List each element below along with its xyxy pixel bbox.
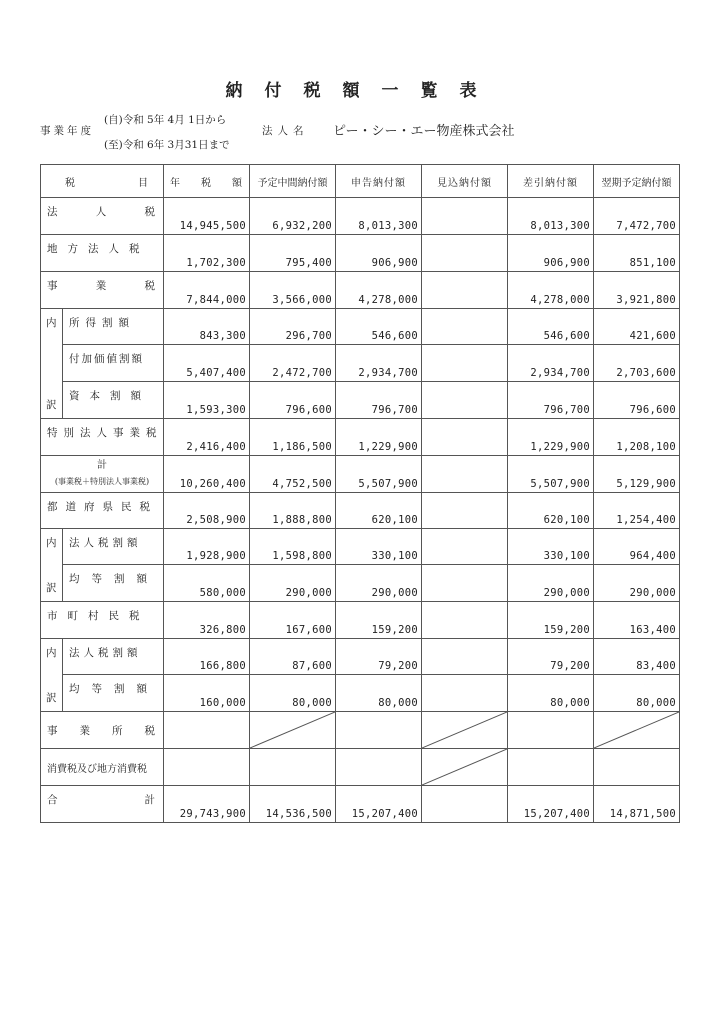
table-row bbox=[41, 456, 680, 493]
cell-value: 580,000 bbox=[164, 565, 250, 602]
cell-empty bbox=[594, 749, 680, 786]
cell-value: 166,800 bbox=[164, 639, 250, 675]
cell-value: 330,100 bbox=[336, 529, 422, 565]
corporation-label: 法人名 bbox=[262, 125, 309, 137]
cell-value: 290,000 bbox=[250, 565, 336, 602]
cell-value: 290,000 bbox=[336, 565, 422, 602]
cell-value bbox=[422, 675, 508, 712]
cell-not-applicable bbox=[422, 712, 508, 749]
table-row bbox=[41, 419, 680, 456]
cell-value: 3,566,000 bbox=[250, 272, 336, 309]
cell-value: 330,100 bbox=[508, 529, 594, 565]
cell-value: 159,200 bbox=[336, 602, 422, 639]
cell-value: 2,416,400 bbox=[164, 419, 250, 456]
page-title: 納付税額一覧表 bbox=[225, 81, 499, 101]
uchiwake-top: 内 bbox=[46, 317, 57, 329]
cell-value bbox=[422, 272, 508, 309]
cell-value: 7,844,000 bbox=[164, 272, 250, 309]
cell-value: 1,593,300 bbox=[164, 382, 250, 419]
cell-empty bbox=[508, 712, 594, 749]
col-header-interim: 予定中間納付額 bbox=[250, 165, 336, 198]
row-sublabel: (事業税＋特別法人事業税) bbox=[54, 477, 150, 486]
cell-value: 796,600 bbox=[250, 382, 336, 419]
table-row bbox=[41, 235, 680, 272]
cell-empty bbox=[336, 749, 422, 786]
table-row bbox=[41, 529, 680, 565]
row-label: 法人税割額 bbox=[69, 537, 142, 549]
cell-value: 87,600 bbox=[250, 639, 336, 675]
col-header-declared: 申告納付額 bbox=[336, 165, 422, 198]
cell-value bbox=[422, 198, 508, 235]
cell-value bbox=[422, 493, 508, 529]
cell-value: 1,229,900 bbox=[336, 419, 422, 456]
table-row bbox=[41, 675, 680, 712]
cell-not-applicable bbox=[422, 749, 508, 786]
col-header-next: 翌期予定納付額 bbox=[594, 165, 680, 198]
table-row: 事 業 税 7,844,000 3,566,000 4,278,000 4,278,000 3,921,800 bbox=[41, 272, 680, 309]
cell-value: 290,000 bbox=[594, 565, 680, 602]
row-label: 特別法人事業税 bbox=[47, 427, 163, 439]
cell-value bbox=[422, 529, 508, 565]
cell-value bbox=[422, 456, 508, 493]
cell-value: 620,100 bbox=[508, 493, 594, 529]
cell-value: 2,472,700 bbox=[250, 345, 336, 382]
cell-value: 906,900 bbox=[508, 235, 594, 272]
cell-value: 15,207,400 bbox=[508, 786, 594, 823]
cell-empty bbox=[164, 712, 250, 749]
cell-value: 796,600 bbox=[594, 382, 680, 419]
header-row bbox=[41, 165, 680, 198]
uchiwake-bottom: 訳 bbox=[46, 399, 57, 411]
cell-value bbox=[422, 345, 508, 382]
row-label: 均等割額 bbox=[69, 683, 159, 695]
corporation-name: ピー・シー・エー物産株式会社 bbox=[333, 124, 515, 139]
table-row: 事 業 所 税 bbox=[41, 712, 680, 749]
cell-value: 851,100 bbox=[594, 235, 680, 272]
cell-value: 546,600 bbox=[508, 309, 594, 345]
cell-value: 290,000 bbox=[508, 565, 594, 602]
diagonal-slash bbox=[594, 712, 679, 748]
cell-value: 14,945,500 bbox=[164, 198, 250, 235]
cell-value: 1,598,800 bbox=[250, 529, 336, 565]
cell-value: 160,000 bbox=[164, 675, 250, 712]
cell-value: 2,934,700 bbox=[508, 345, 594, 382]
fiscal-year-label: 事業年度 bbox=[40, 125, 94, 137]
cell-not-applicable bbox=[250, 712, 336, 749]
cell-value bbox=[422, 602, 508, 639]
cell-value: 1,229,900 bbox=[508, 419, 594, 456]
cell-value: 1,208,100 bbox=[594, 419, 680, 456]
cell-value: 8,013,300 bbox=[508, 198, 594, 235]
cell-value: 1,702,300 bbox=[164, 235, 250, 272]
cell-value: 1,254,400 bbox=[594, 493, 680, 529]
cell-value: 2,508,900 bbox=[164, 493, 250, 529]
cell-value bbox=[422, 309, 508, 345]
diagonal-slash bbox=[422, 712, 507, 748]
row-label: 都道府県民税 bbox=[47, 501, 158, 513]
period-to: (至)令和 6年 3月31日まで bbox=[104, 139, 230, 151]
cell-value: 15,207,400 bbox=[336, 786, 422, 823]
cell-value bbox=[422, 639, 508, 675]
uchiwake-top: 内 bbox=[46, 647, 57, 659]
col-header-balance: 差引納付額 bbox=[508, 165, 594, 198]
cell-value: 5,407,400 bbox=[164, 345, 250, 382]
cell-value: 8,013,300 bbox=[336, 198, 422, 235]
col-header-annual: 年 税 額 bbox=[164, 165, 250, 198]
cell-value: 7,472,700 bbox=[594, 198, 680, 235]
table-row bbox=[41, 345, 680, 382]
col-header-item: 税 目 bbox=[41, 165, 164, 198]
diagonal-slash bbox=[250, 712, 335, 748]
cell-value: 80,000 bbox=[336, 675, 422, 712]
cell-value: 79,200 bbox=[508, 639, 594, 675]
table-row bbox=[41, 749, 680, 786]
cell-value: 620,100 bbox=[336, 493, 422, 529]
cell-value: 296,700 bbox=[250, 309, 336, 345]
cell-value: 80,000 bbox=[594, 675, 680, 712]
table-row bbox=[41, 382, 680, 419]
cell-value: 29,743,900 bbox=[164, 786, 250, 823]
table-row: 合 計 29,743,900 14,536,500 15,207,400 15,207,400 14,871,500 bbox=[41, 786, 680, 823]
cell-value bbox=[422, 419, 508, 456]
cell-value bbox=[422, 565, 508, 602]
cell-value: 796,700 bbox=[508, 382, 594, 419]
cell-value: 4,278,000 bbox=[508, 272, 594, 309]
cell-value: 546,600 bbox=[336, 309, 422, 345]
uchiwake-bottom: 訳 bbox=[46, 582, 57, 594]
cell-value: 83,400 bbox=[594, 639, 680, 675]
row-label: 資本割額 bbox=[69, 390, 151, 402]
cell-value: 843,300 bbox=[164, 309, 250, 345]
row-label: 法人税割額 bbox=[69, 647, 142, 659]
cell-value: 3,921,800 bbox=[594, 272, 680, 309]
cell-value: 14,536,500 bbox=[250, 786, 336, 823]
cell-value: 421,600 bbox=[594, 309, 680, 345]
cell-value: 5,507,900 bbox=[508, 456, 594, 493]
cell-value: 2,934,700 bbox=[336, 345, 422, 382]
table-row bbox=[41, 309, 680, 345]
cell-value: 796,700 bbox=[336, 382, 422, 419]
cell-value: 964,400 bbox=[594, 529, 680, 565]
col-header-estimated: 見込納付額 bbox=[422, 165, 508, 198]
table-row: 法 人 税 14,945,500 6,932,200 8,013,300 8,013,300 7,472,700 bbox=[41, 198, 680, 235]
cell-value bbox=[422, 786, 508, 823]
cell-value: 795,400 bbox=[250, 235, 336, 272]
table-row bbox=[41, 565, 680, 602]
cell-value: 80,000 bbox=[250, 675, 336, 712]
row-label: 市町村民税 bbox=[47, 610, 150, 622]
cell-empty bbox=[250, 749, 336, 786]
cell-value: 163,400 bbox=[594, 602, 680, 639]
cell-value: 80,000 bbox=[508, 675, 594, 712]
cell-value: 5,507,900 bbox=[336, 456, 422, 493]
cell-empty bbox=[336, 712, 422, 749]
cell-value: 1,186,500 bbox=[250, 419, 336, 456]
cell-not-applicable bbox=[594, 712, 680, 749]
cell-value: 14,871,500 bbox=[594, 786, 680, 823]
period-from: (自)令和 5年 4月 1日から bbox=[104, 114, 227, 126]
cell-value: 326,800 bbox=[164, 602, 250, 639]
cell-value: 906,900 bbox=[336, 235, 422, 272]
uchiwake-top: 内 bbox=[46, 537, 57, 549]
cell-value: 5,129,900 bbox=[594, 456, 680, 493]
table-row bbox=[41, 639, 680, 675]
row-label: 付加価値割額 bbox=[69, 353, 144, 365]
row-label: 地方法人税 bbox=[47, 243, 150, 255]
row-label: 均等割額 bbox=[69, 573, 159, 585]
diagonal-slash bbox=[422, 749, 507, 785]
cell-value: 167,600 bbox=[250, 602, 336, 639]
cell-value: 159,200 bbox=[508, 602, 594, 639]
row-label: 計 bbox=[97, 460, 107, 471]
tax-summary-table bbox=[40, 164, 680, 823]
cell-empty bbox=[164, 749, 250, 786]
cell-value: 2,703,600 bbox=[594, 345, 680, 382]
cell-value: 1,928,900 bbox=[164, 529, 250, 565]
cell-value bbox=[422, 235, 508, 272]
cell-value: 6,932,200 bbox=[250, 198, 336, 235]
cell-empty bbox=[508, 749, 594, 786]
row-label: 消費税及び地方消費税 bbox=[47, 763, 147, 775]
cell-value: 1,888,800 bbox=[250, 493, 336, 529]
cell-value: 4,278,000 bbox=[336, 272, 422, 309]
table-row bbox=[41, 493, 680, 529]
table-row bbox=[41, 602, 680, 639]
cell-value: 10,260,400 bbox=[164, 456, 250, 493]
cell-value: 79,200 bbox=[336, 639, 422, 675]
uchiwake-bottom: 訳 bbox=[46, 692, 57, 704]
cell-value: 4,752,500 bbox=[250, 456, 336, 493]
row-label: 所得割額 bbox=[69, 317, 135, 329]
cell-value bbox=[422, 382, 508, 419]
